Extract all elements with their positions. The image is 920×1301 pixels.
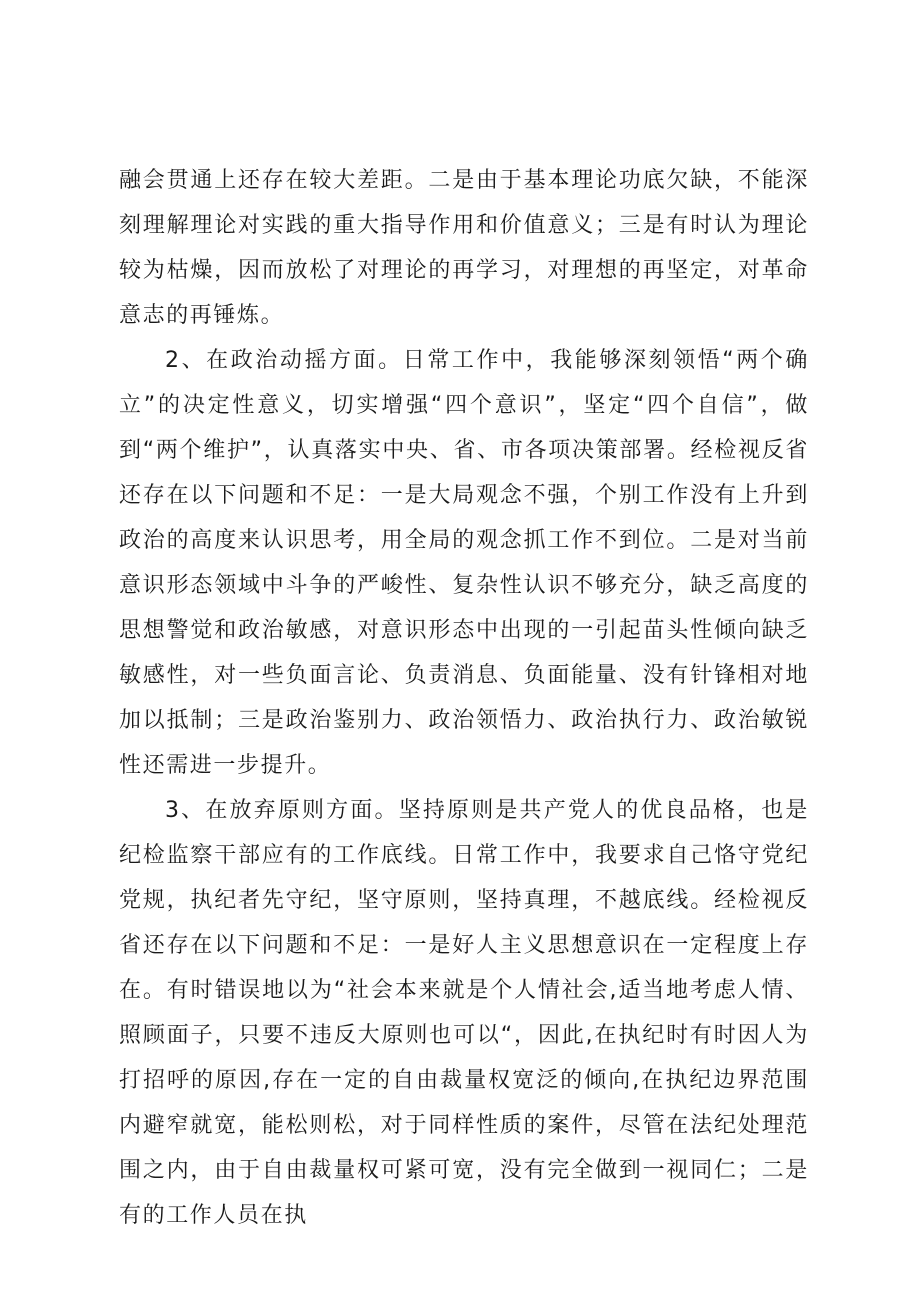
paragraph-continued: 融会贯通上还存在较大差距。二是由于基本理论功底欠缺，不能深刻理解理论对实践的重大指导作用和价值意义；三是有时认为理论较为枯燥，因而放松了对理论的再学习，对理想的再坚定，对革命意志的再锤炼。 [119,168,809,328]
document-body [119,158,809,1238]
paragraph-section-3: 3、在放弃原则方面。坚持原则是共产党人的优良品格，也是纪检监察干部应有的工作底线。日常工作中，我要求自己恪守党纪党规，执纪者先守纪，坚守原则，坚持真理，不越底线。经检视反省还存在以下问题和不足：一是好人主义思想意识在一定程度上存在。有时错误地以为“社会本来就是个人情社会,适当地考虑人情、照顾面子，只要不违反大原则也可以“，因此,在执纪时有时因人为打招呼的原因,存在一定的自由裁量权宽泛的倾向,在执纪边界范围内避窄就宽，能松则松，对于同样性质的案件，尽管在法纪处理范围之内，由于自由裁量权可紧可宽，没有完全做到一视同仁；二是有的工作人员在执 [119,798,809,1228]
paragraph-section-2: 2、在政治动摇方面。日常工作中，我能够深刻领悟“两个确立”的决定性意义，切实增强“四个意识”，坚定“四个自信”，做到“两个维护”，认真落实中央、省、市各项决策部署。经检视反省还存在以下问题和不足：一是大局观念不强，个别工作没有上升到政治的高度来认识思考，用全局的观念抓工作不到位。二是对当前意识形态领域中斗争的严峻性、复杂性认识不够充分，缺乏高度的思想警觉和政治敏感，对意识形态中出现的一引起苗头性倾向缺乏敏感性，对一些负面言论、负责消息、负面能量、没有针锋相对地加以抵制；三是政治鉴别力、政治领悟力、政治执行力、政治敏锐性还需进一步提升。 [119,348,809,778]
